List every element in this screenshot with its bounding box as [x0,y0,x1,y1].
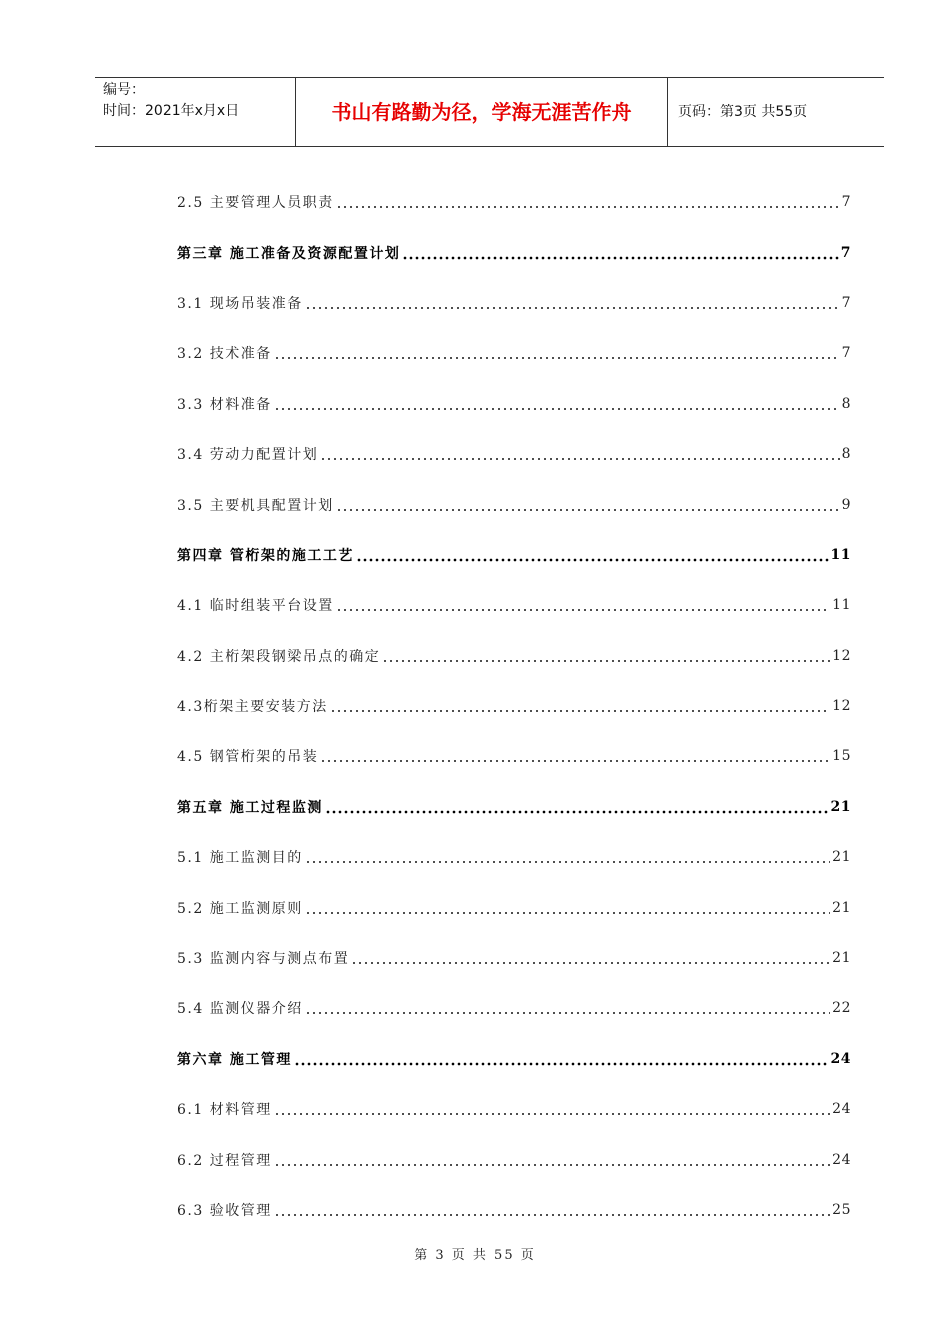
toc-section-entry[interactable] [177,631,851,681]
toc-entry-page: 11 [830,546,851,563]
table-of-contents [177,177,851,1235]
toc-entry-page: 25 [832,1202,851,1218]
toc-section-entry[interactable] [177,328,851,378]
dot-leader [274,1207,830,1221]
header-motto: 书山有路勤为径，学海无涯苦作舟 [295,78,668,146]
toc-entry-page: 7 [841,194,851,211]
toc-entry-title: 3.4 劳动力配置计划 [177,447,319,464]
toc-chapter-entry[interactable] [177,1034,851,1084]
toc-entry-title: 3.2 技术准备 [177,346,272,363]
toc-entry-page: 21 [832,899,851,916]
toc-section-entry[interactable] [177,681,851,731]
dot-leader [402,250,838,264]
toc-entry-page: 12 [832,647,851,664]
toc-entry-title: 第五章 施工过程监测 [177,799,323,816]
toc-entry-title: 第六章 施工管理 [177,1051,292,1068]
toc-entry-title: 5.3 监测内容与测点布置 [177,951,350,968]
toc-section-entry[interactable] [177,1185,851,1235]
document-number-label: 编号： [103,82,145,98]
toc-entry-title: 第四章 管桁架的施工工艺 [177,547,354,564]
toc-section-entry[interactable] [177,731,851,781]
page-footer: 第 3 页 共 55 页 [414,1248,536,1263]
toc-entry-page: 8 [841,446,851,463]
toc-section-entry[interactable] [177,479,851,529]
toc-entry-page: 7 [841,345,851,362]
toc-section-entry[interactable] [177,278,851,328]
dot-leader [351,955,830,969]
toc-section-entry[interactable] [177,1084,851,1134]
dot-leader [330,703,830,717]
dot-leader [305,300,840,314]
header-page-label: 页码：第3页 共55页 [678,104,808,120]
toc-entry-page: 21 [832,849,851,866]
toc-section-entry[interactable] [177,177,851,227]
toc-section-entry[interactable] [177,429,851,479]
dot-leader [274,1106,830,1120]
toc-entry-page: 9 [841,496,851,513]
toc-entry-page: 21 [832,950,851,967]
dot-leader [274,1157,830,1171]
toc-entry-title: 3.5 主要机具配置计划 [177,497,334,514]
dot-leader [305,905,830,919]
dot-leader [336,602,830,616]
dot-leader [294,1056,829,1070]
toc-entry-page: 12 [832,698,851,715]
toc-section-entry[interactable] [177,933,851,983]
dot-leader [382,653,830,667]
toc-entry-page: 15 [832,748,851,765]
toc-entry-page: 7 [841,294,851,311]
toc-entry-page: 8 [841,395,851,412]
toc-section-entry[interactable] [177,580,851,630]
dot-leader [320,451,839,465]
toc-entry-page: 21 [830,798,851,815]
toc-entry-page: 24 [832,1151,851,1168]
toc-entry-title: 4.3桁架主要安装方法 [177,699,328,716]
toc-entry-title: 6.1 材料管理 [177,1102,272,1119]
toc-entry-title: 2.5 主要管理人员职责 [177,195,334,212]
dot-leader [336,502,840,516]
toc-section-entry[interactable] [177,983,851,1033]
toc-entry-title: 5.1 施工监测目的 [177,850,303,867]
toc-entry-page: 22 [832,1000,851,1017]
header-meta [95,78,295,146]
dot-leader [274,350,840,364]
toc-entry-title: 6.3 验收管理 [177,1203,272,1219]
toc-chapter-entry[interactable] [177,782,851,832]
toc-entry-page: 7 [840,244,851,261]
toc-entry-page: 24 [830,1050,851,1067]
dot-leader [274,401,840,415]
dot-leader [305,1005,830,1019]
toc-section-entry[interactable] [177,882,851,932]
toc-section-entry[interactable] [177,379,851,429]
toc-entry-title: 第三章 施工准备及资源配置计划 [177,245,401,262]
toc-chapter-entry[interactable] [177,530,851,580]
toc-entry-title: 6.2 过程管理 [177,1152,272,1169]
toc-section-entry[interactable] [177,1134,851,1184]
toc-entry-title: 5.2 施工监测原则 [177,900,303,917]
page-header [95,77,884,147]
toc-entry-title: 4.1 临时组装平台设置 [177,598,334,615]
toc-entry-title: 4.5 钢管桁架的吊装 [177,749,319,766]
toc-chapter-entry[interactable] [177,227,851,277]
toc-entry-title: 3.1 现场吊装准备 [177,295,303,312]
toc-entry-title: 4.2 主桁架段钢梁吊点的确定 [177,648,381,665]
toc-entry-page: 24 [832,1101,851,1118]
toc-section-entry[interactable] [177,832,851,882]
toc-entry-title: 5.4 监测仪器介绍 [177,1001,303,1018]
dot-leader [305,854,830,868]
dot-leader [356,552,829,566]
toc-entry-title: 3.3 材料准备 [177,396,272,413]
document-time-label: 时间：2021年x月x日 [103,103,240,119]
toc-entry-page: 11 [832,597,851,614]
dot-leader [325,804,829,818]
dot-leader [320,753,830,767]
dot-leader [336,199,840,213]
